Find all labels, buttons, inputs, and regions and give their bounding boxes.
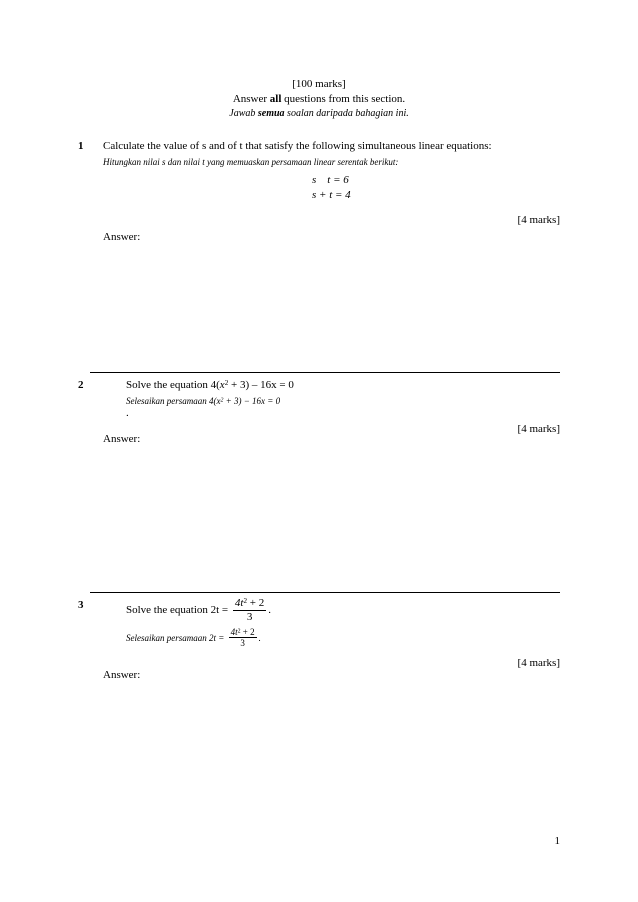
- instruction-malay-post: soalan daripada bahagian ini.: [284, 108, 409, 119]
- instruction-malay: [0, 108, 638, 119]
- question-3-number: 3: [78, 599, 84, 611]
- question-3-fraction-numerator: $4t^2 + 2$: [234, 596, 265, 609]
- total-marks: [100 marks]: [292, 78, 346, 90]
- instruction-pre: Answer: [232, 93, 270, 105]
- instruction-malay-bold: semua: [257, 108, 285, 119]
- instruction-english: [0, 93, 638, 105]
- question-1-number: 1: [78, 140, 84, 152]
- question-2-answer-label: Answer:: [103, 433, 141, 445]
- instruction-malay-pre: Jawab: [229, 108, 258, 119]
- question-1-marks: [4 marks]: [517, 214, 560, 226]
- question-3-num-b: + 2: [247, 597, 265, 609]
- question-3-answer-label: Answer:: [103, 669, 141, 681]
- question-1-text: Calculate the value of s and of t that satisfy the following simultaneous linear equations:: [103, 140, 492, 152]
- question-3-marks: [4 marks]: [517, 657, 560, 669]
- question-3-text: Solve the equation 2t = $\frac{4t^2 + 2}{3}$ .: [126, 596, 271, 623]
- question-2-marks: [4 marks]: [517, 423, 560, 435]
- question-2-text-prefix: Solve the equation 4(: [126, 379, 220, 391]
- question-3-fraction: [233, 597, 266, 623]
- question-3-malay-num-a: 4t: [230, 627, 238, 637]
- question-2-dot: .: [126, 407, 129, 419]
- section-divider-1: [90, 372, 560, 373]
- question-1-answer-label: Answer:: [103, 231, 141, 243]
- question-3-malay-fraction-numerator: $4t^2 + 2$: [230, 627, 255, 637]
- question-1-text-malay: Hitungkan nilai s dan nilai t yang memuaskan persamaan linear serentak berikut:: [103, 157, 399, 167]
- question-2-text-malay: Selesaikan persamaan $4(x^2 + 3) - 16x = 0$: [126, 396, 281, 406]
- question-2-text-malay-suffix: + 3) − 16x = 0: [223, 396, 281, 406]
- question-2-text: Solve the equation $4(x^2 + 3) - 16x = 0$: [126, 378, 294, 391]
- question-3-text-malay-prefix: Selesaikan persamaan 2t =: [126, 632, 227, 643]
- instruction-post: questions from this section.: [281, 93, 406, 105]
- question-2-text-suffix: + 3) – 16x = 0: [228, 379, 294, 391]
- question-3-fraction-denominator: 3: [246, 610, 253, 623]
- instruction-bold: all: [269, 93, 282, 105]
- question-1-equation-1: s t = 6: [312, 174, 349, 186]
- question-1-equation-2: s + t = 4: [312, 189, 351, 201]
- question-2-number: 2: [78, 379, 84, 391]
- question-2-text-malay-prefix: Selesaikan persamaan 4(: [126, 396, 217, 406]
- section-divider-2: [90, 592, 560, 593]
- question-3-text-prefix: Solve the equation 2t =: [126, 604, 231, 617]
- question-3-text-malay: Selesaikan persamaan 2t = $\frac{4t^2 + 2}{3}$ .: [126, 627, 261, 649]
- question-3-num-a: 4t: [234, 597, 244, 609]
- question-3-malay-fraction: [229, 627, 257, 649]
- page-number: 1: [554, 835, 560, 847]
- question-3-malay-num-b: + 2: [240, 627, 255, 637]
- question-3-malay-fraction-denominator: 3: [240, 638, 245, 649]
